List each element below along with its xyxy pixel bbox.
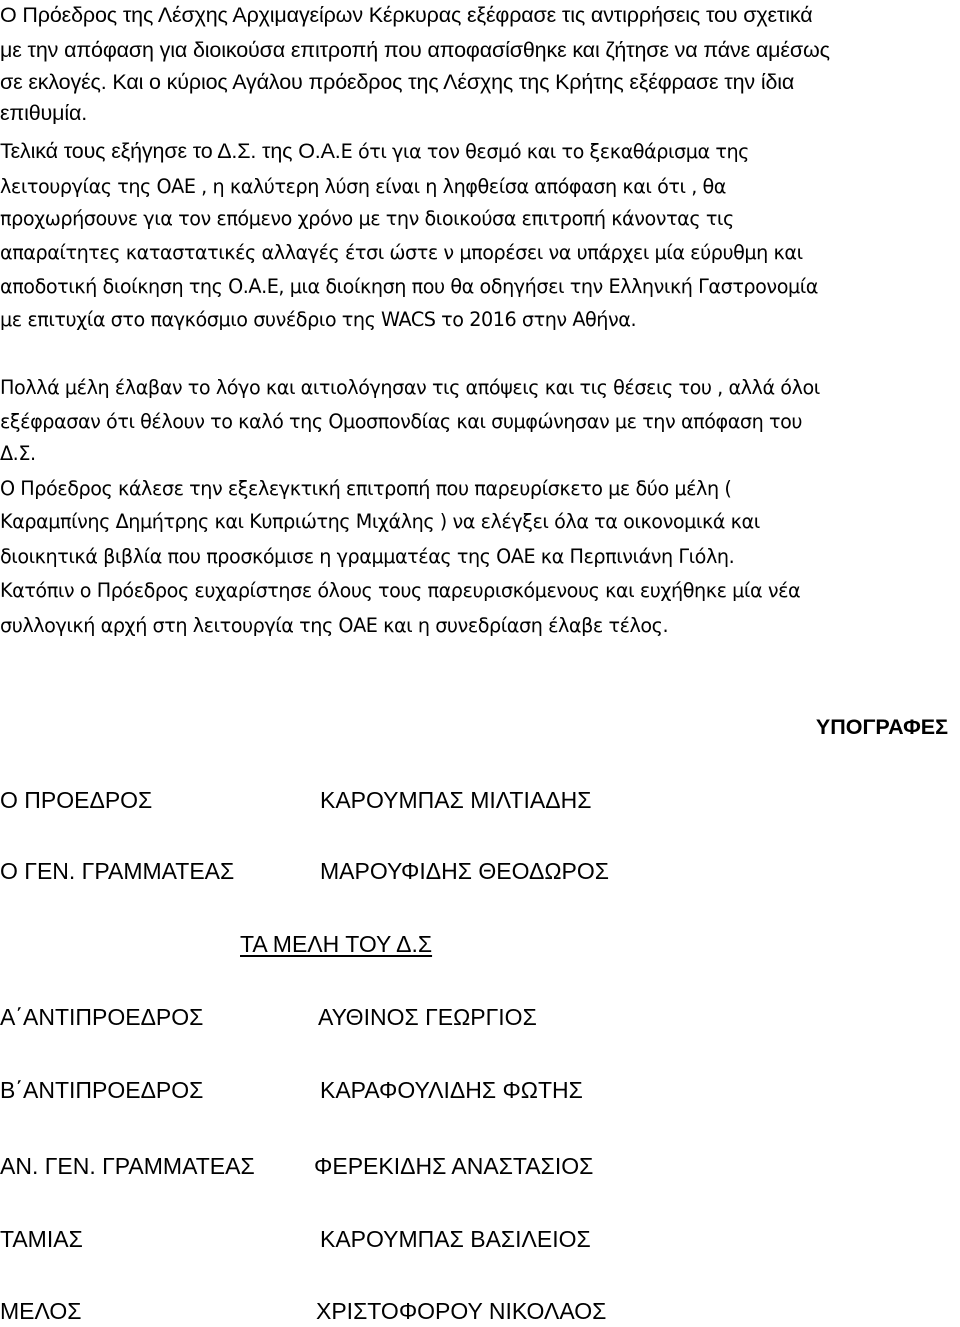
body-line: απαραίτητες καταστατικές αλλαγές έτσι ώστε ν μπορέσει να υπάρχει μία εύρυθμη και (0, 241, 803, 264)
members-title: ΤΑ ΜΕΛΗ ΤΟΥ Δ.Σ (240, 931, 433, 957)
signature-name: ΜΑΡΟΥΦΙΔΗΣ ΘΕΟΔΩΡΟΣ (320, 858, 610, 884)
member-role: Α΄ΑΝΤΙΠΡΟΕΔΡΟΣ (0, 1004, 204, 1030)
body-line-part: Τελικά τους εξήγησε το Δ.Σ. της Ο.Α. (0, 139, 341, 163)
member-row (0, 1152, 960, 1180)
body-line: Καραμπίνης Δημήτρης και Κυπριώτης Μιχάλης ) να ελέγξει όλα τα οικονομικά και (0, 510, 760, 533)
body-line-part: Ε ότι για τον θεσμό και το ξεκαθάρισμα της (340, 140, 749, 163)
body-line: Δ.Σ. (0, 442, 36, 465)
body-line: Κατόπιν ο Πρόεδρος ευχαρίστησε όλους τους παρευρισκόμενους και ευχήθηκε μία νέα (0, 579, 801, 602)
member-row (0, 1225, 960, 1253)
member-name: ΑΥΘΙΝΟΣ ΓΕΩΡΓΙΟΣ (318, 1004, 537, 1030)
body-line: Ο Πρόεδρος της Λέσχης Αρχιμαγείρων Κέρκυρας εξέφρασε τις αντιρρήσεις του σχετικά (0, 3, 813, 27)
member-name: ΧΡΙΣΤΟΦΟΡΟΥ ΝΙΚΟΛΑΟΣ (316, 1298, 607, 1324)
member-role: ΤΑΜΙΑΣ (0, 1226, 83, 1252)
signatures-title: ΥΠΟΓΡΑΦΕΣ (815, 715, 948, 739)
body-line: διοικητικά βιβλία που προσκόμισε η γραμματέας της ΟΑΕ κα Περπινιάνη Γιόλη. (0, 545, 735, 568)
signature-role: Ο ΠΡΟΕΔΡΟΣ (0, 787, 153, 813)
signature-row (0, 786, 960, 814)
signature-row (0, 857, 960, 885)
body-line: συλλογική αρχή στη λειτουργία της ΟΑΕ και η συνεδρίαση έλαβε τέλος. (0, 614, 669, 637)
body-line: προχωρήσουνε για τον επόμενο χρόνο με την διοικούσα επιτροπή κάνοντας τις (0, 207, 734, 230)
member-role: Β΄ΑΝΤΙΠΡΟΕΔΡΟΣ (0, 1077, 204, 1103)
member-name: ΚΑΡΟΥΜΠΑΣ ΒΑΣΙΛΕΙΟΣ (320, 1226, 591, 1252)
member-name: ΚΑΡΑΦΟΥΛΙΔΗΣ ΦΩΤΗΣ (320, 1077, 583, 1103)
member-role: ΑΝ. ΓΕΝ. ΓΡΑΜΜΑΤΕΑΣ (0, 1153, 255, 1179)
body-line: σε εκλογές. Και ο κύριος Αγάλου πρόεδρος της Λέσχης της Κρήτης εξέφρασε την ίδια (0, 70, 795, 94)
member-row (0, 1297, 960, 1325)
member-role: ΜΕΛΟΣ (0, 1298, 82, 1324)
body-line: με την απόφαση για διοικούσα επιτροπή που αποφασίσθηκε και ζήτησε να πάνε αμέσως (0, 38, 830, 62)
member-row (0, 1076, 960, 1104)
signature-name: ΚΑΡΟΥΜΠΑΣ ΜΙΛΤΙΑΔΗΣ (320, 787, 592, 813)
body-line-mixed (0, 138, 749, 165)
body-line: με επιτυχία στο παγκόσμιο συνέδριο της WACS το 2016 στην Αθήνα. (0, 308, 637, 331)
member-name: ΦΕΡΕΚΙΔΗΣ ΑΝΑΣΤΑΣΙΟΣ (314, 1153, 594, 1179)
body-line: Ο Πρόεδρος κάλεσε την εξελεγκτική επιτροπή που παρευρίσκετο με δύο μέλη ( (0, 477, 732, 500)
member-row (0, 1003, 960, 1031)
body-line: εξέφρασαν ότι θέλουν το καλό της Ομοσπονδίας και συμφώνησαν με την απόφαση του (0, 410, 803, 433)
body-line: αποδοτική διοίκηση της Ο.Α.Ε, μια διοίκηση που θα οδηγήσει την Ελληνική Γαστρονομία (0, 275, 818, 298)
body-line: λειτουργίας της ΟΑΕ , η καλύτερη λύση είναι η ληφθείσα απόφαση και ότι , θα (0, 175, 726, 198)
body-line: επιθυμία. (0, 101, 88, 125)
signature-role: Ο ΓΕΝ. ΓΡΑΜΜΑΤΕΑΣ (0, 858, 235, 884)
body-line: Πολλά μέλη έλαβαν το λόγο και αιτιολόγησαν τις απόψεις και τις θέσεις του , αλλά όλοι (0, 376, 820, 399)
